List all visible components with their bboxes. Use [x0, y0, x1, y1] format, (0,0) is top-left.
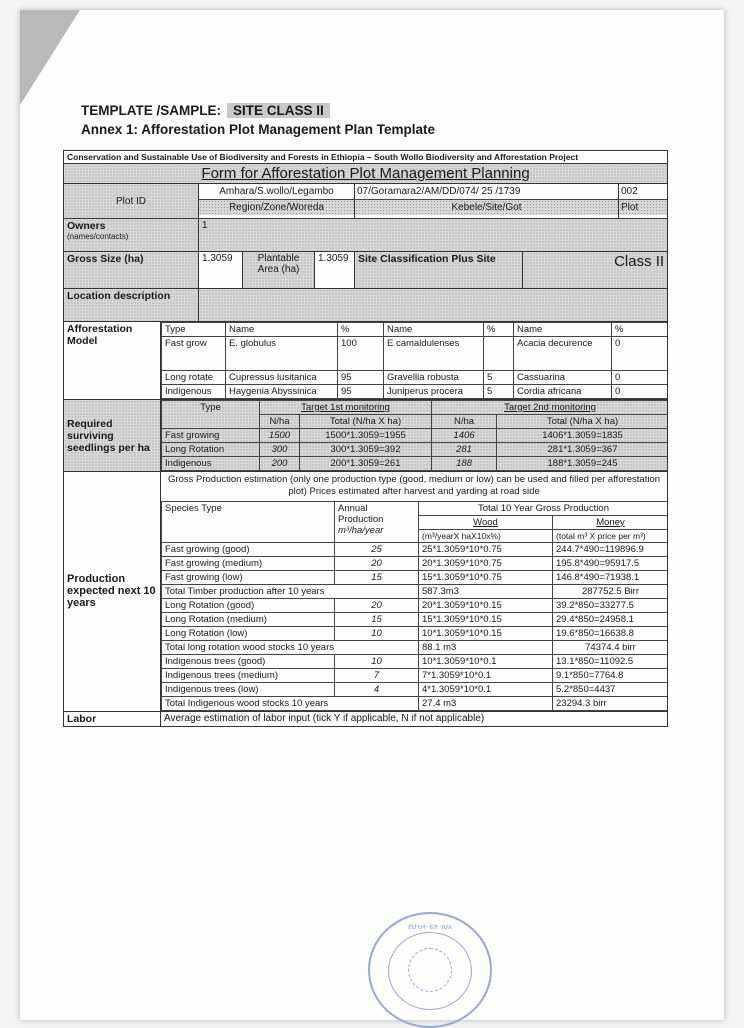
- labor-note: Average estimation of labor input (tick Y if applicable, N if not applicable): [161, 711, 668, 726]
- model-header: Name: [226, 323, 338, 337]
- production-cell: 5.2*850=4437: [553, 682, 668, 696]
- production-cell: Fast growing (medium): [162, 556, 335, 570]
- production-cell: 25*1.3059*10*0.75: [419, 542, 553, 556]
- seedlings-data-row: [162, 429, 668, 443]
- form-title: Form for Afforestation Plot Management Planning: [64, 164, 668, 184]
- owners-sub: (names/contacts): [67, 232, 129, 241]
- production-cell: 195.8*490=95917.5: [553, 556, 668, 570]
- production-cell: Total Timber production after 10 years: [162, 584, 419, 598]
- production-data-row: [162, 598, 668, 612]
- owners-value: 1: [199, 219, 668, 252]
- official-stamp: [368, 912, 492, 1028]
- model-cell: Long rotate: [162, 371, 226, 385]
- production-data-row: [162, 626, 668, 640]
- plot-value: 002: [619, 184, 667, 200]
- production-cell: 23294.3 birr: [553, 696, 668, 710]
- seedlings-cell: 300*1.3059=392: [300, 443, 432, 457]
- site-classification-label: Site Classification Plus Site: [355, 252, 523, 289]
- production-total-row: [162, 640, 668, 654]
- region-cell: [199, 184, 355, 219]
- project-name: Conservation and Sustainable Use of Biodiversity and Forests in Ethiopia – South Wollo Biodiversity and Afforestation Project: [64, 151, 668, 164]
- production-total-row: [162, 696, 668, 710]
- production-cell: 20*1.3059*10*0.15: [419, 598, 553, 612]
- model-cell: 0: [612, 371, 668, 385]
- model-cell: [484, 337, 514, 371]
- model-cell: E. globulus: [226, 337, 338, 371]
- owners-label-cell: [64, 219, 199, 252]
- seedlings-cell: 1500: [260, 429, 300, 443]
- model-cell: 100: [338, 337, 384, 371]
- production-note: Gross Production estimation (only one production type (good, medium or low) can be used and filled per afforestation plot) Prices estimated after harvest and yarding at road side: [168, 474, 661, 498]
- production-cell: [161, 472, 668, 712]
- location-label: Location description: [64, 289, 199, 322]
- kebele-value: 07/Goramara2/AM/DD/074/ 25 /1739: [355, 184, 618, 200]
- production-cell: Indigenous trees (good): [162, 654, 335, 668]
- seedlings-cell: 281: [432, 443, 497, 457]
- seedlings-cell: 188: [432, 457, 497, 471]
- seedlings-cell: 200*1.3059=261: [300, 457, 432, 471]
- production-cell: Total Indigenous wood stocks 10 years: [162, 696, 419, 710]
- project-row: [64, 151, 668, 164]
- model-header: Type: [162, 323, 226, 337]
- model-cell: 5: [484, 385, 514, 399]
- production-cell: Fast growing (low): [162, 570, 335, 584]
- target2-header: Target 2nd monitoring: [432, 401, 668, 415]
- nha2-header: N/ha: [432, 415, 497, 429]
- production-cell: 10: [335, 626, 419, 640]
- model-cell: 0: [612, 337, 668, 371]
- annual-production-unit: m³/ha/year: [338, 524, 384, 536]
- stamp-emblem: [408, 948, 452, 992]
- plot-id-row: [64, 184, 668, 219]
- region-label: Region/Zone/Woreda: [199, 200, 354, 215]
- production-cell: 10*1.3059*10*0.1: [419, 654, 553, 668]
- plot-id-label: Plot ID: [64, 184, 199, 219]
- total2-header: Total (N/ha X ha): [497, 415, 668, 429]
- location-row: [64, 289, 668, 322]
- kebele-label: Kebele/Site/Got: [355, 200, 618, 215]
- production-cell: 587.3m3: [419, 584, 553, 598]
- seedlings-cell: 1500*1.3059=1955: [300, 429, 432, 443]
- annual-production-label: Annual Production: [338, 502, 384, 525]
- production-cell: 9.1*850=7764.8: [553, 668, 668, 682]
- model-cell: Acacia decurence: [514, 337, 612, 371]
- model-cell: Cupressus lusitanica: [226, 371, 338, 385]
- production-cell: 146.8*490=71938.1: [553, 570, 668, 584]
- form-title-row: [64, 164, 668, 184]
- model-cell: Haygenia Abyssinica: [226, 385, 338, 399]
- production-table: [161, 501, 668, 711]
- production-cell: 15*1.3059*10*0.15: [419, 612, 553, 626]
- production-cell: 15: [335, 570, 419, 584]
- model-cell: 0: [612, 385, 668, 399]
- seedlings-cell: 1406*1.3059=1835: [497, 429, 668, 443]
- model-cell: Cassuarina: [514, 371, 612, 385]
- production-cell: 27.4 m3: [419, 696, 553, 710]
- model-header: Name: [384, 323, 484, 337]
- production-cell: Long Rotation (medium): [162, 612, 335, 626]
- production-cell: 19.6*850=16638.8: [553, 626, 668, 640]
- production-cell: 7*1.3059*10*0.1: [419, 668, 553, 682]
- production-cell: Total long rotation wood stocks 10 years: [162, 640, 419, 654]
- total-10-year-header: Total 10 Year Gross Production: [419, 501, 668, 515]
- wood-header: Wood: [419, 515, 553, 529]
- model-header: %: [612, 323, 668, 337]
- model-header: %: [484, 323, 514, 337]
- nha-header: N/ha: [260, 415, 300, 429]
- plot-management-form: [63, 150, 668, 727]
- afforestation-model-label: Afforestation Model: [64, 322, 161, 400]
- production-data-row: [162, 612, 668, 626]
- production-cell: 20: [335, 598, 419, 612]
- labor-label: Labor: [64, 711, 161, 726]
- production-cell: Long Rotation (good): [162, 598, 335, 612]
- model-header-row: [162, 323, 668, 337]
- seedlings-cell: Fast growing: [162, 429, 260, 443]
- model-header: %: [338, 323, 384, 337]
- production-data-row: [162, 556, 668, 570]
- seedlings-cell: Long Rotation: [162, 443, 260, 457]
- seedlings-cell: Indigenous: [162, 457, 260, 471]
- production-header-row: [162, 501, 668, 515]
- production-cell: 88.1 m3: [419, 640, 553, 654]
- model-row: [162, 371, 668, 385]
- production-cell: 39.2*850=33277.5: [553, 598, 668, 612]
- production-cell: 74374.4 birr: [553, 640, 668, 654]
- production-cell: 244.7*490=119896.9: [553, 542, 668, 556]
- site-class-heading: SITE CLASS II: [227, 103, 330, 118]
- annex-title: Annex 1: Afforestation Plot Management Plan Template: [81, 122, 436, 137]
- gross-size-label: Gross Size (ha): [64, 252, 199, 289]
- plantable-area-value: 1.3059: [315, 252, 355, 289]
- production-cell: 10*1.3059*10*0.15: [419, 626, 553, 640]
- model-row: [162, 337, 668, 371]
- afforestation-model-cell: [161, 322, 668, 400]
- production-cell: 7: [335, 668, 419, 682]
- production-cell: 20*1.3059*10*0.75: [419, 556, 553, 570]
- production-cell: 4*1.3059*10*0.1: [419, 682, 553, 696]
- template-label: TEMPLATE /SAMPLE:: [81, 103, 221, 118]
- production-cell: 4: [335, 682, 419, 696]
- seedlings-cell: 200: [260, 457, 300, 471]
- kebele-cell: [355, 184, 619, 219]
- production-cell: 10: [335, 654, 419, 668]
- production-cell: 287752.5 Birr: [553, 584, 668, 598]
- plot-label: Plot: [619, 200, 667, 215]
- target1-header: Target 1st monitoring: [260, 401, 432, 415]
- production-data-row: [162, 654, 668, 668]
- production-cell: 29.4*850=24958.1: [553, 612, 668, 626]
- plot-cell: [619, 184, 668, 219]
- production-cell: Indigenous trees (low): [162, 682, 335, 696]
- money-header: Money: [553, 515, 668, 529]
- model-cell: 5: [484, 371, 514, 385]
- model-cell: E camaldulenses: [384, 337, 484, 371]
- gross-size-value: 1.3059: [199, 252, 243, 289]
- model-cell: Fast grow: [162, 337, 226, 371]
- total-header: Total (N/ha X ha): [300, 415, 432, 429]
- model-cell: Gravellia robusta: [384, 371, 484, 385]
- production-cell: 15*1.3059*10*0.75: [419, 570, 553, 584]
- annual-production-header: [335, 501, 419, 542]
- model-cell: 95: [338, 385, 384, 399]
- gross-size-row: [64, 252, 668, 289]
- site-classification-value: Class II: [523, 252, 668, 289]
- production-data-row: [162, 570, 668, 584]
- seedlings-cell: 300: [260, 443, 300, 457]
- production-data-row: [162, 668, 668, 682]
- production-label: Production expected next 10 years: [64, 472, 161, 712]
- labor-row: [64, 711, 668, 726]
- owners-row: [64, 219, 668, 252]
- seedlings-data-row: [162, 457, 668, 471]
- location-value: [199, 289, 668, 322]
- seedlings-cell: 1406: [432, 429, 497, 443]
- production-row: [64, 472, 668, 712]
- stamp-text: ደህንነት ይድ ገህአ: [407, 924, 453, 931]
- production-cell: 15: [335, 612, 419, 626]
- seedlings-data-row: [162, 443, 668, 457]
- afforestation-model-row: [64, 322, 668, 400]
- money-formula: (total m³ X price per m³): [553, 529, 668, 542]
- afforestation-model-table: [161, 322, 668, 399]
- production-cell: Fast growing (good): [162, 542, 335, 556]
- seedlings-label: Required surviving seedlings per ha: [64, 400, 161, 472]
- model-cell: Cordia africana: [514, 385, 612, 399]
- model-header: Name: [514, 323, 612, 337]
- region-value: Amhara/S.wollo/Legambo: [199, 184, 354, 200]
- owners-label: Owners: [67, 220, 106, 232]
- seedlings-cell: 281*1.3059=367: [497, 443, 668, 457]
- production-cell: 20: [335, 556, 419, 570]
- seedlings-row: [64, 400, 668, 472]
- production-total-row: [162, 584, 668, 598]
- seedlings-header-row: [162, 401, 668, 415]
- production-cell: 13.1*850=11092.5: [553, 654, 668, 668]
- production-cell: Indigenous trees (medium): [162, 668, 335, 682]
- production-data-row: [162, 542, 668, 556]
- plantable-area-label: Plantable Area (ha): [243, 252, 315, 289]
- seedlings-cell: [161, 400, 668, 472]
- species-type-header: Species Type: [162, 501, 335, 542]
- model-cell: 95: [338, 371, 384, 385]
- model-cell: Indigenous: [162, 385, 226, 399]
- model-row: [162, 385, 668, 399]
- seedlings-table: [161, 400, 668, 471]
- template-heading: [81, 103, 330, 118]
- production-data-row: [162, 682, 668, 696]
- production-cell: Long Rotation (low): [162, 626, 335, 640]
- folded-corner: [20, 10, 80, 105]
- production-cell: 25: [335, 542, 419, 556]
- seedlings-type-header: Type: [162, 401, 260, 429]
- wood-formula: (m³/yearX haX10x%): [419, 529, 553, 542]
- model-cell: Juniperus procera: [384, 385, 484, 399]
- seedlings-cell: 188*1.3059=245: [497, 457, 668, 471]
